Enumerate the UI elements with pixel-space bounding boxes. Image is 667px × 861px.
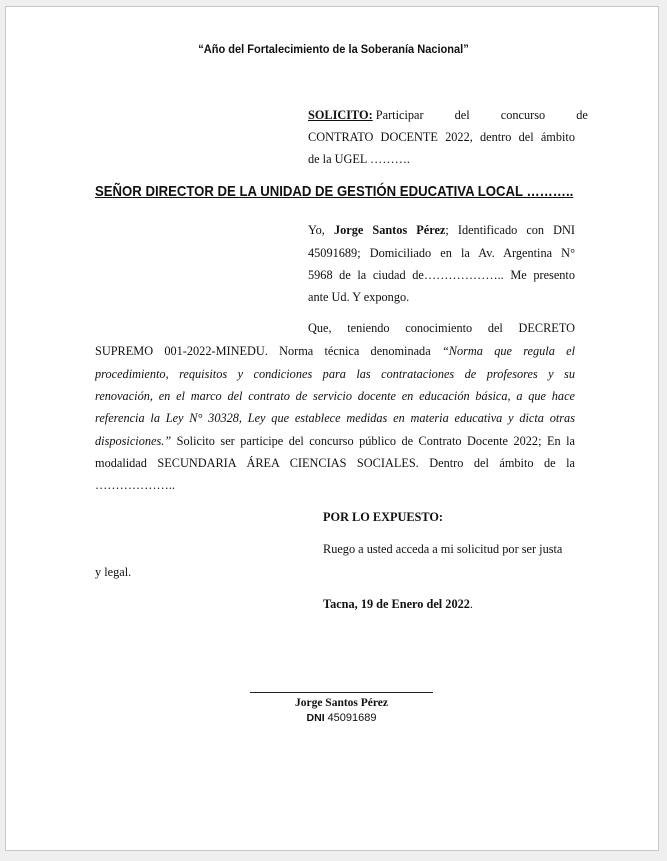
signature-name: Jorge Santos Pérez (294, 697, 389, 709)
intro-pre: Yo, (308, 223, 325, 237)
date-period: . (469, 597, 473, 611)
body-line-2 (95, 343, 575, 359)
solicito-label: SOLICITO: (308, 108, 373, 122)
request-line-2: y legal. (95, 565, 132, 579)
body-line-6-plain: Solicito ser participe del concurso público de Contrato Docente 2022; En la (176, 434, 575, 448)
intro-line-2: 45091689; Domiciliado en la Av. Argentina N° (308, 246, 575, 260)
intro-line-1 (308, 222, 575, 238)
header-title: “Año del Fortalecimiento de la Soberanía Nacional” (198, 42, 469, 56)
date-line (323, 596, 473, 612)
body-line-7: modalidad SECUNDARIA ÁREA CIENCIAS SOCIALES. Dentro del ámbito de la (95, 456, 575, 470)
body-line-8: ……………….. (95, 478, 175, 492)
body-line-1: Que, teniendo conocimiento del DECRETO (308, 321, 575, 335)
closing-heading: POR LO EXPUESTO: (323, 510, 444, 524)
intro-line-4: ante Ud. Y expongo. (308, 290, 410, 304)
request-line-1: Ruego a usted acceda a mi solicitud por ser justa (323, 542, 563, 556)
body-line-5: referencia la Ley N° 30328, Ley que establece medidas en materia educativa y dicta otras (95, 411, 575, 425)
dni-label: DNI (306, 712, 325, 724)
intro-post: ; Identificado con DNI (445, 223, 575, 237)
addressee-heading: SEÑOR DIRECTOR DE LA UNIDAD DE GESTIÓN EDUCATIVA LOCAL ……….. (95, 183, 574, 200)
signature-line (250, 692, 433, 693)
signature-dni (250, 712, 433, 724)
body-line-2-italic: “Norma que regula el (441, 344, 575, 358)
intro-line-3: 5968 de la ciudad de……………….. Me presento (308, 268, 575, 282)
dni-number: 45091689 (327, 712, 377, 724)
solicito-line-3: de la UGEL ………. (308, 152, 410, 166)
body-line-6-italic: disposiciones.” (95, 434, 172, 448)
body-line-6 (95, 433, 575, 449)
applicant-name: Jorge Santos Pérez (333, 223, 446, 237)
body-line-2-plain: SUPREMO 001-2022-MINEDU. Norma técnica denominada (95, 344, 431, 358)
solicito-line-2: CONTRATO DOCENTE 2022, dentro del ámbito (308, 130, 575, 144)
body-line-4: renovación, en el marco del contrato de servicio docente en educación básica, a que hace (95, 389, 575, 403)
body-line-3: procedimiento, requisitos y condiciones para las contrataciones de profesores y su (95, 367, 575, 381)
solicito-text: Participar del concurso de (375, 108, 588, 122)
solicito-line-1 (308, 107, 588, 123)
date-text: Tacna, 19 de Enero del 2022 (323, 597, 470, 611)
